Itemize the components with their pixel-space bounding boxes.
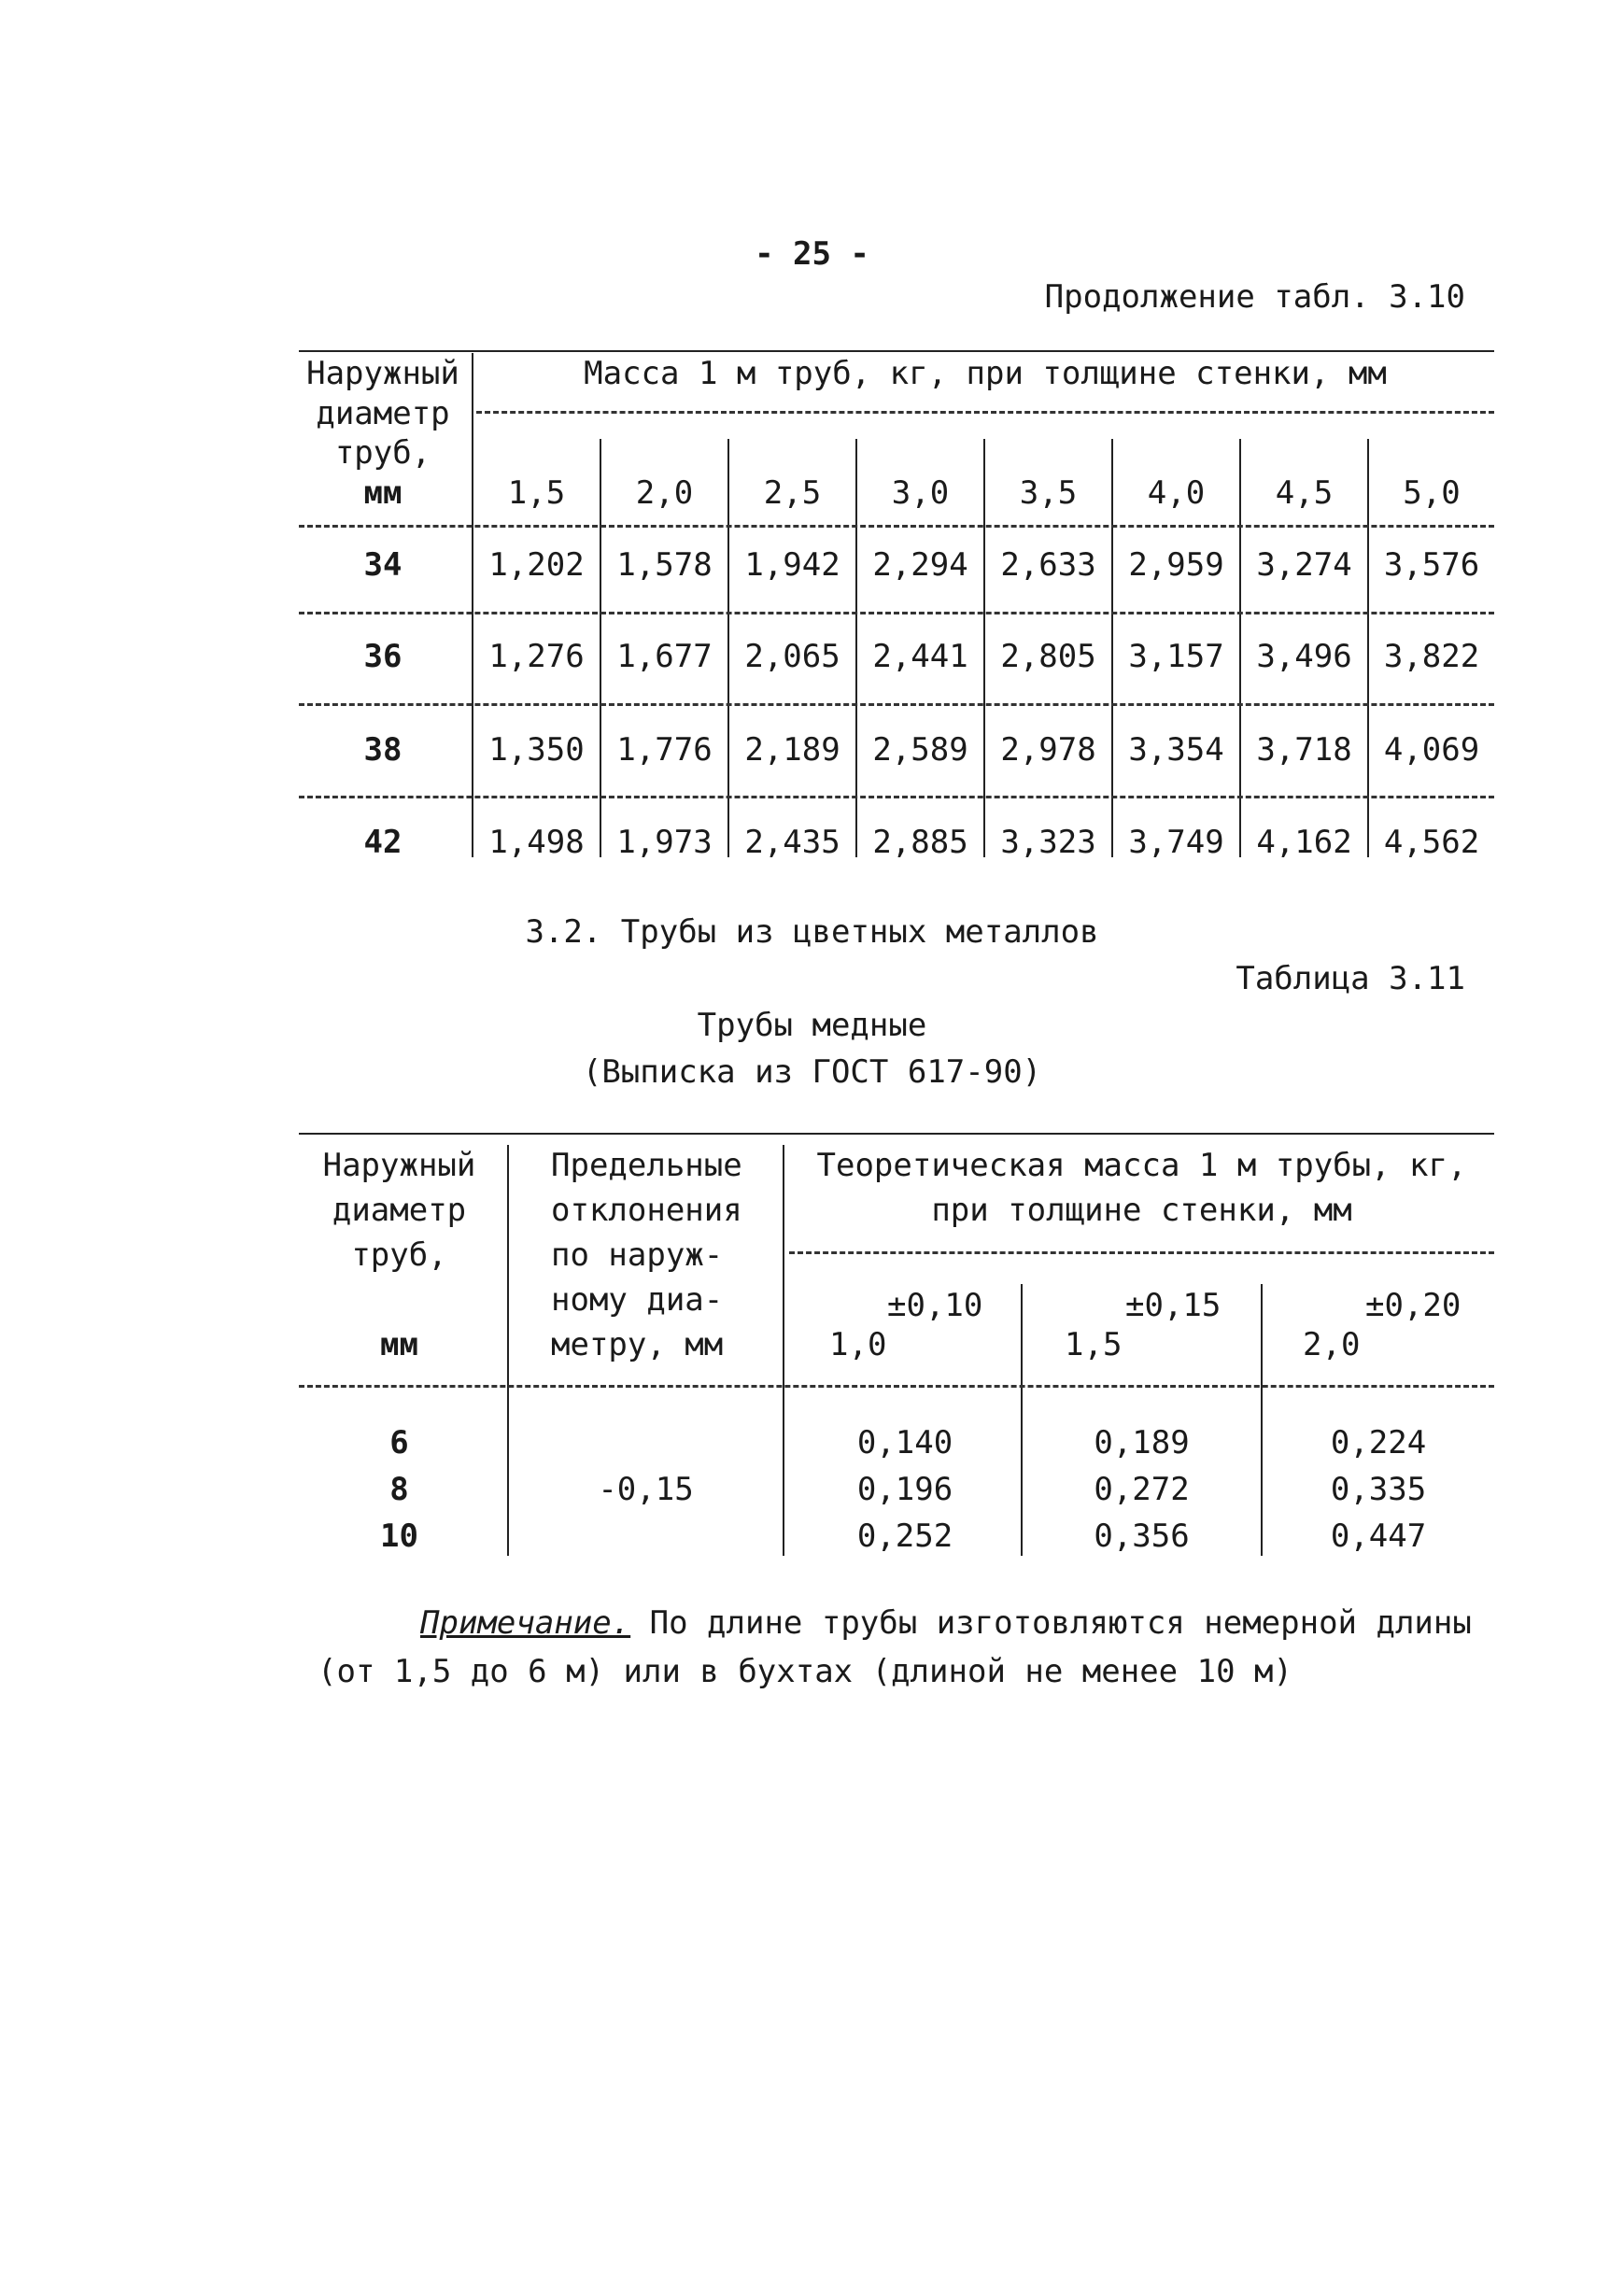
mass-cell: 3,354 [1128,731,1224,769]
mass-cell: 1,942 [744,546,840,584]
mass-cell: 3,822 [1383,638,1480,675]
tolerance-header: ±0,20 [1365,1287,1462,1324]
header-outer-diameter-4: мм [380,1326,418,1363]
page-number: - 25 - [755,235,869,273]
thickness-header: 2,5 [763,474,822,512]
thickness-header: 4,0 [1147,474,1206,512]
thickness-header: 2,0 [1303,1326,1361,1363]
header-mass-group-1: Теоретическая масса 1 м трубы, кг, [816,1147,1467,1184]
vertical-rule [472,353,473,857]
thickness-header: 3,5 [1019,474,1078,512]
table-top-rule [299,1133,1494,1135]
diameter-cell: 42 [363,824,402,861]
mass-cell: 0,272 [1094,1471,1190,1508]
diameter-cell: 8 [389,1471,409,1508]
mass-cell: 2,435 [744,824,840,861]
section-title: 3.2. Трубы из цветных металлов [525,913,1099,951]
vertical-rule [1021,1284,1023,1556]
mass-cell: 2,959 [1128,546,1224,584]
mass-cell: 1,498 [488,824,585,861]
mass-cell: 3,718 [1256,731,1352,769]
row-divider [299,703,1494,706]
diameter-cell: 10 [380,1518,418,1555]
diameter-cell: 36 [363,638,402,675]
mass-cell: 2,294 [872,546,968,584]
header-outer-diameter-3: труб, [334,434,431,472]
mass-cell: 0,196 [856,1471,953,1508]
thickness-header: 1,0 [829,1326,887,1363]
mass-cell: 1,578 [616,546,713,584]
thickness-header: 1,5 [507,474,566,512]
header-group-divider [789,1251,1494,1254]
deviation-cell: -0,15 [598,1471,694,1508]
mass-cell: 4,069 [1383,731,1480,769]
header-outer-diameter-1: Наружный [306,355,459,392]
diameter-cell: 6 [389,1424,409,1461]
mass-cell: 4,562 [1383,824,1480,861]
mass-cell: 1,776 [616,731,713,769]
vertical-rule [783,1145,784,1556]
header-deviation-4: ному диа- [551,1281,724,1319]
thickness-header: 1,5 [1065,1326,1123,1363]
mass-cell: 4,162 [1256,824,1352,861]
thickness-header: 2,0 [635,474,694,512]
mass-cell: 1,350 [488,731,585,769]
mass-cell: 2,589 [872,731,968,769]
mass-cell: 1,973 [616,824,713,861]
diameter-cell: 38 [363,731,402,769]
header-outer-diameter-1: Наружный [322,1147,476,1184]
header-group-divider [476,411,1494,414]
table-label: Таблица 3.11 [1236,960,1465,997]
mass-cell: 0,356 [1094,1518,1190,1555]
row-divider [299,796,1494,798]
mass-cell: 3,323 [1000,824,1096,861]
header-mass-group-2: при толщине стенки, мм [931,1192,1352,1229]
mass-cell: 2,978 [1000,731,1096,769]
tolerance-header: ±0,10 [887,1287,983,1324]
header-outer-diameter-2: диаметр [332,1192,467,1229]
mass-cell: 0,447 [1330,1518,1427,1555]
mass-cell: 2,885 [872,824,968,861]
header-outer-diameter-4: мм [363,474,402,512]
header-mass-group: Масса 1 м труб, кг, при толщине стенки, мм [584,355,1387,392]
thickness-header: 4,5 [1275,474,1334,512]
vertical-rule [1261,1284,1263,1556]
thickness-header: 3,0 [891,474,950,512]
note-label: Примечание. [420,1604,631,1642]
mass-cell: 1,202 [488,546,585,584]
table-title: Трубы медные [697,1007,927,1044]
table-subtitle: (Выписка из ГОСТ 617-90) [582,1053,1042,1091]
note-line-2: (от 1,5 до 6 м) или в бухтах (длиной не менее 10 м) [318,1653,1292,1690]
diameter-cell: 34 [363,546,402,584]
mass-cell: 3,576 [1383,546,1480,584]
mass-cell: 0,335 [1330,1471,1427,1508]
tolerance-header: ±0,15 [1125,1287,1222,1324]
mass-cell: 2,441 [872,638,968,675]
table-top-rule [299,350,1494,352]
row-divider [299,612,1494,614]
thickness-header: 5,0 [1403,474,1461,512]
header-outer-diameter-2: диаметр [316,395,450,432]
mass-cell: 0,189 [1094,1424,1190,1461]
header-deviation-1: Предельные [551,1147,742,1184]
mass-cell: 3,496 [1256,638,1352,675]
mass-cell: 2,805 [1000,638,1096,675]
mass-cell: 2,065 [744,638,840,675]
row-divider [299,525,1494,528]
mass-cell: 3,157 [1128,638,1224,675]
mass-cell: 3,274 [1256,546,1352,584]
header-deviation-5: метру, мм [551,1326,724,1363]
mass-cell: 2,633 [1000,546,1096,584]
header-deviation-2: отклонения [551,1192,742,1229]
header-deviation-3: по наруж- [551,1236,724,1274]
mass-cell: 2,189 [744,731,840,769]
header-outer-diameter-3: труб, [351,1236,447,1274]
mass-cell: 1,677 [616,638,713,675]
row-divider [299,1385,1494,1388]
mass-cell: 0,224 [1330,1424,1427,1461]
mass-cell: 3,749 [1128,824,1224,861]
note-text-1: По длине трубы изготовляются немерной длины [630,1604,1472,1642]
table-continuation-label: Продолжение табл. 3.10 [1044,278,1465,316]
mass-cell: 0,140 [856,1424,953,1461]
mass-cell: 0,252 [856,1518,953,1555]
note-line-1 [420,1604,1472,1642]
mass-cell: 1,276 [488,638,585,675]
